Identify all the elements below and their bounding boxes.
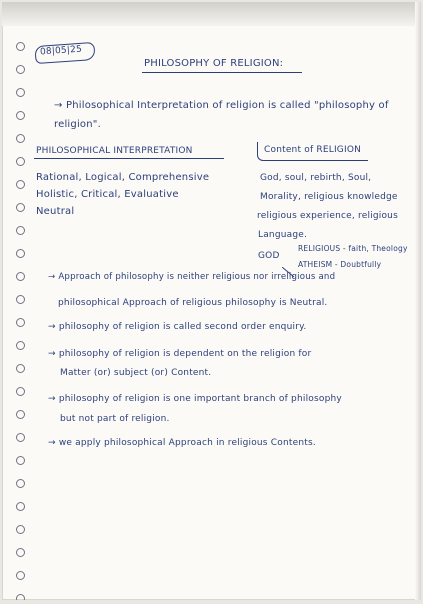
scan-top-band bbox=[2, 2, 421, 26]
arrow-icon: → bbox=[48, 322, 59, 332]
binding-hole bbox=[16, 387, 25, 396]
note-line: → philosophy of religion is one important branch of philosophy bbox=[48, 394, 342, 404]
binding-hole bbox=[16, 548, 25, 557]
binding-hole bbox=[16, 594, 25, 600]
arrow-icon: → bbox=[48, 349, 59, 359]
arrow-icon: → bbox=[54, 100, 66, 111]
note-line: → we apply philosophical Approach in religious Contents. bbox=[48, 438, 316, 448]
content-heading: Content of RELIGION bbox=[264, 145, 362, 155]
content-line-god: GOD bbox=[258, 251, 280, 261]
content-line: religious experience, religious bbox=[257, 211, 398, 221]
content-line: God, soul, rebirth, Soul, bbox=[260, 173, 372, 183]
intro-text: Philosophical Interpretation of religion is called "philosophy of religion". bbox=[54, 100, 389, 130]
binding-hole bbox=[16, 111, 25, 120]
binding-hole bbox=[16, 272, 25, 281]
binding-hole bbox=[16, 203, 25, 212]
binding-hole bbox=[16, 364, 25, 373]
binding-hole bbox=[16, 226, 25, 235]
note-line: → Approach of philosophy is neither religious nor irreligious and bbox=[48, 272, 336, 282]
title-underline bbox=[142, 72, 302, 73]
notebook-page bbox=[2, 2, 421, 600]
binding-hole bbox=[16, 571, 25, 580]
binding-hole bbox=[16, 295, 25, 304]
interpretation-heading: PHILOSOPHICAL INTERPRETATION bbox=[36, 146, 193, 156]
binding-hole bbox=[16, 318, 25, 327]
note-line: → philosophy of religion is dependent on the religion for bbox=[48, 349, 312, 359]
scan-right-edge bbox=[415, 2, 421, 600]
binding-hole bbox=[16, 456, 25, 465]
content-line: RELIGIOUS - faith, Theology bbox=[298, 244, 408, 253]
binding-hole bbox=[16, 42, 25, 51]
binding-hole bbox=[16, 65, 25, 74]
note-line: but not part of religion. bbox=[60, 414, 170, 424]
binding-hole bbox=[16, 479, 25, 488]
binding-hole bbox=[16, 88, 25, 97]
binding-hole bbox=[16, 410, 25, 419]
binding-hole bbox=[16, 525, 25, 534]
binding-hole bbox=[16, 157, 25, 166]
content-line: ATHEISM - Doubtfully bbox=[298, 260, 382, 269]
arrow-icon: → bbox=[48, 438, 59, 448]
note-line: Matter (or) subject (or) Content. bbox=[60, 368, 212, 378]
note-line: philosophical Approach of religious philosophy is Neutral. bbox=[58, 298, 328, 308]
arrow-icon: → bbox=[48, 394, 59, 404]
arrow-icon: → bbox=[48, 272, 59, 282]
binding-hole bbox=[16, 433, 25, 442]
interpretation-item: Rational, Logical, Comprehensive bbox=[36, 172, 210, 183]
interpretation-item: Holistic, Critical, Evaluative bbox=[36, 189, 179, 200]
spiral-binding-holes bbox=[16, 42, 36, 582]
binding-hole bbox=[16, 249, 25, 258]
interpretation-item: Neutral bbox=[36, 206, 75, 217]
interpretation-underline bbox=[34, 158, 224, 159]
binding-hole bbox=[16, 134, 25, 143]
note-date: 08|05|25 bbox=[39, 44, 83, 58]
page-title: PHILOSOPHY OF RELIGION: bbox=[144, 58, 284, 69]
content-line: Morality, religious knowledge bbox=[260, 192, 398, 202]
content-line: Language. bbox=[258, 230, 308, 240]
intro-line-1 bbox=[54, 96, 394, 134]
binding-hole bbox=[16, 502, 25, 511]
binding-hole bbox=[16, 180, 25, 189]
note-line: → philosophy of religion is called second order enquiry. bbox=[48, 322, 307, 332]
binding-hole bbox=[16, 341, 25, 350]
